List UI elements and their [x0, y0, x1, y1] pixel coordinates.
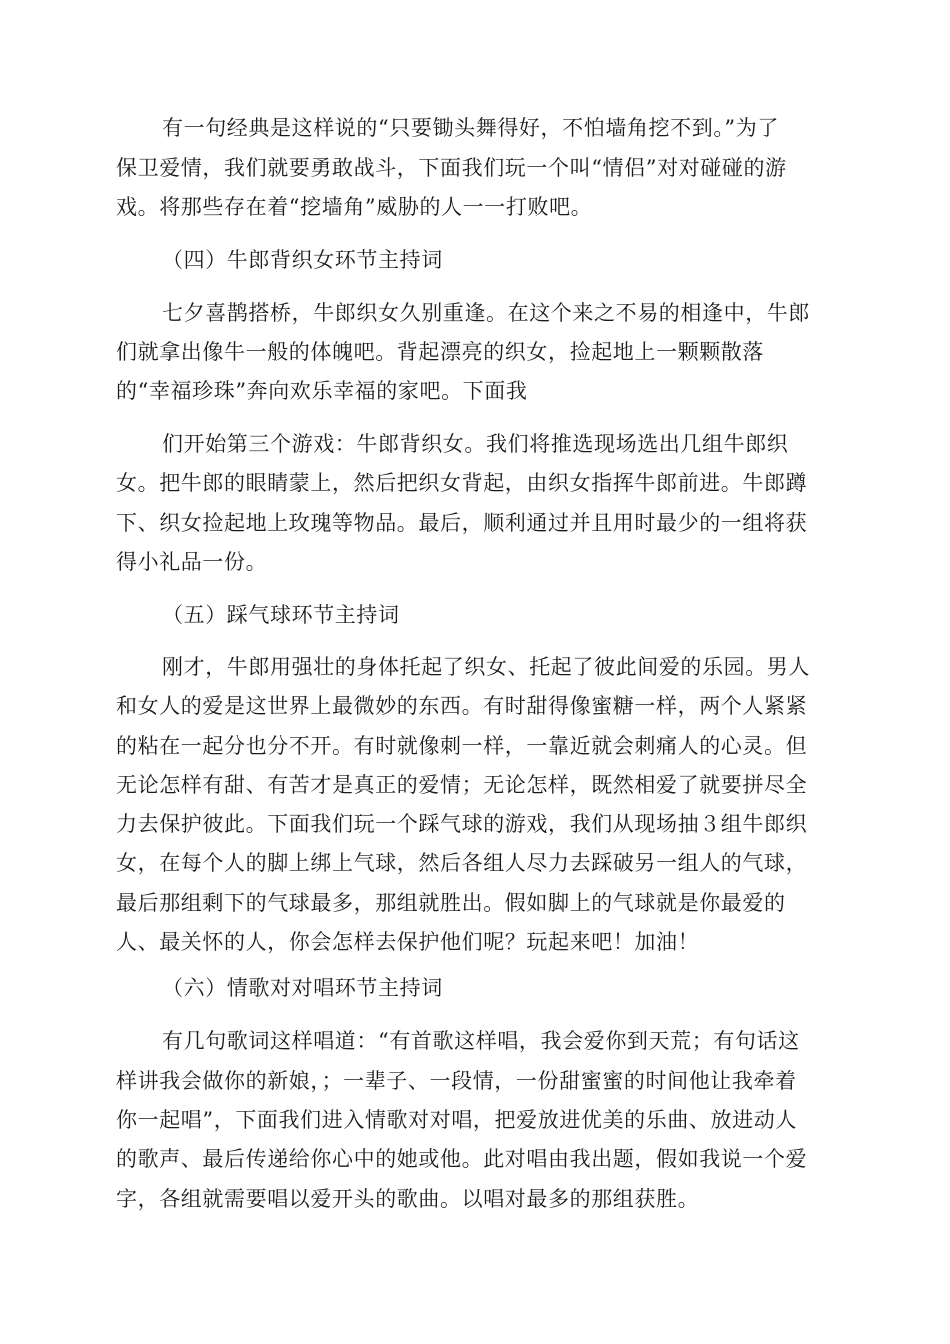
paragraph-3-line-4: 得小礼品一份。: [116, 550, 268, 574]
paragraph-3-line-1: 们开始第三个游戏：牛郎背织女。我们将推选现场选出几组牛郎织: [162, 432, 789, 456]
section-heading-6: （六）情歌对对唱环节主持词: [162, 976, 443, 1000]
paragraph-2-line-2: 们就拿出像牛一般的体魄吧。背起漂亮的织女，捡起地上一颗颗散落: [116, 340, 764, 364]
paragraph-5-line-4: 的歌声、最后传递给你心中的她或他。此对唱由我出题，假如我说一个爱: [116, 1147, 808, 1171]
paragraph-5-line-1: 有几句歌词这样唱道：“有首歌这样唱，我会爱你到天荒；有句话这: [162, 1029, 800, 1053]
paragraph-4-line-2: 和女人的爱是这世界上最微妙的东西。有时甜得像蜜糖一样，两个人紧紧: [116, 694, 808, 718]
paragraph-4-line-6: 女，在每个人的脚上绑上气球，然后各组人尽力去踩破另一组人的气球，: [116, 851, 808, 875]
paragraph-5-line-5: 字，各组就需要唱以爱开头的歌曲。以唱对最多的那组获胜。: [116, 1187, 700, 1211]
paragraph-2-line-1: 七夕喜鹊搭桥，牛郎织女久别重逢。在这个来之不易的相逢中，牛郎: [162, 301, 810, 325]
paragraph-4-line-1: 刚才，牛郎用强壮的身体托起了织女、托起了彼此间爱的乐园。男人: [162, 655, 810, 679]
paragraph-1-line-1: 有一句经典是这样说的“只要锄头舞得好，不怕墙角挖不到。”为了: [162, 116, 779, 140]
section-heading-4: （四）牛郎背织女环节主持词: [162, 248, 443, 272]
paragraph-4-line-4: 无论怎样有甜、有苦才是真正的爱情；无论怎样，既然相爱了就要拼尽全: [116, 773, 808, 797]
paragraph-3-line-3: 下、织女捡起地上玫瑰等物品。最后，顺利通过并且用时最少的一组将获: [116, 511, 808, 535]
paragraph-5-line-2: 样讲我会做你的新娘，；一辈子、一段情，一份甜蜜蜜的时间他让我牵着: [116, 1069, 797, 1093]
paragraph-4-line-5: 力去保护彼此。下面我们玩一个踩气球的游戏，我们从现场抽３组牛郎织: [116, 812, 808, 836]
paragraph-4-line-8: 人、最关怀的人，你会怎样去保护他们呢？玩起来吧！加油！: [116, 930, 700, 954]
paragraph-5-line-3: 你一起唱”，下面我们进入情歌对对唱，把爱放进优美的乐曲、放进动人: [116, 1108, 797, 1132]
paragraph-4-line-7: 最后那组剩下的气球最多，那组就胜出。假如脚上的气球就是你最爱的: [116, 891, 786, 915]
paragraph-3-line-2: 女。把牛郎的眼睛蒙上，然后把织女背起，由织女指挥牛郎前进。牛郎蹲: [116, 471, 808, 495]
paragraph-1-line-3: 戏。将那些存在着“挖墙角”威胁的人一一打败吧。: [116, 195, 593, 219]
paragraph-1-line-2: 保卫爱情，我们就要勇敢战斗，下面我们玩一个叫“情侣”对对碰碰的游: [116, 156, 787, 180]
section-heading-5: （五）踩气球环节主持词: [162, 603, 400, 627]
paragraph-4-line-3: 的粘在一起分也分不开。有时就像刺一样，一靠近就会刺痛人的心灵。但: [116, 734, 808, 758]
paragraph-2-line-3: 的“幸福珍珠”奔向欢乐幸福的家吧。下面我: [116, 379, 528, 403]
